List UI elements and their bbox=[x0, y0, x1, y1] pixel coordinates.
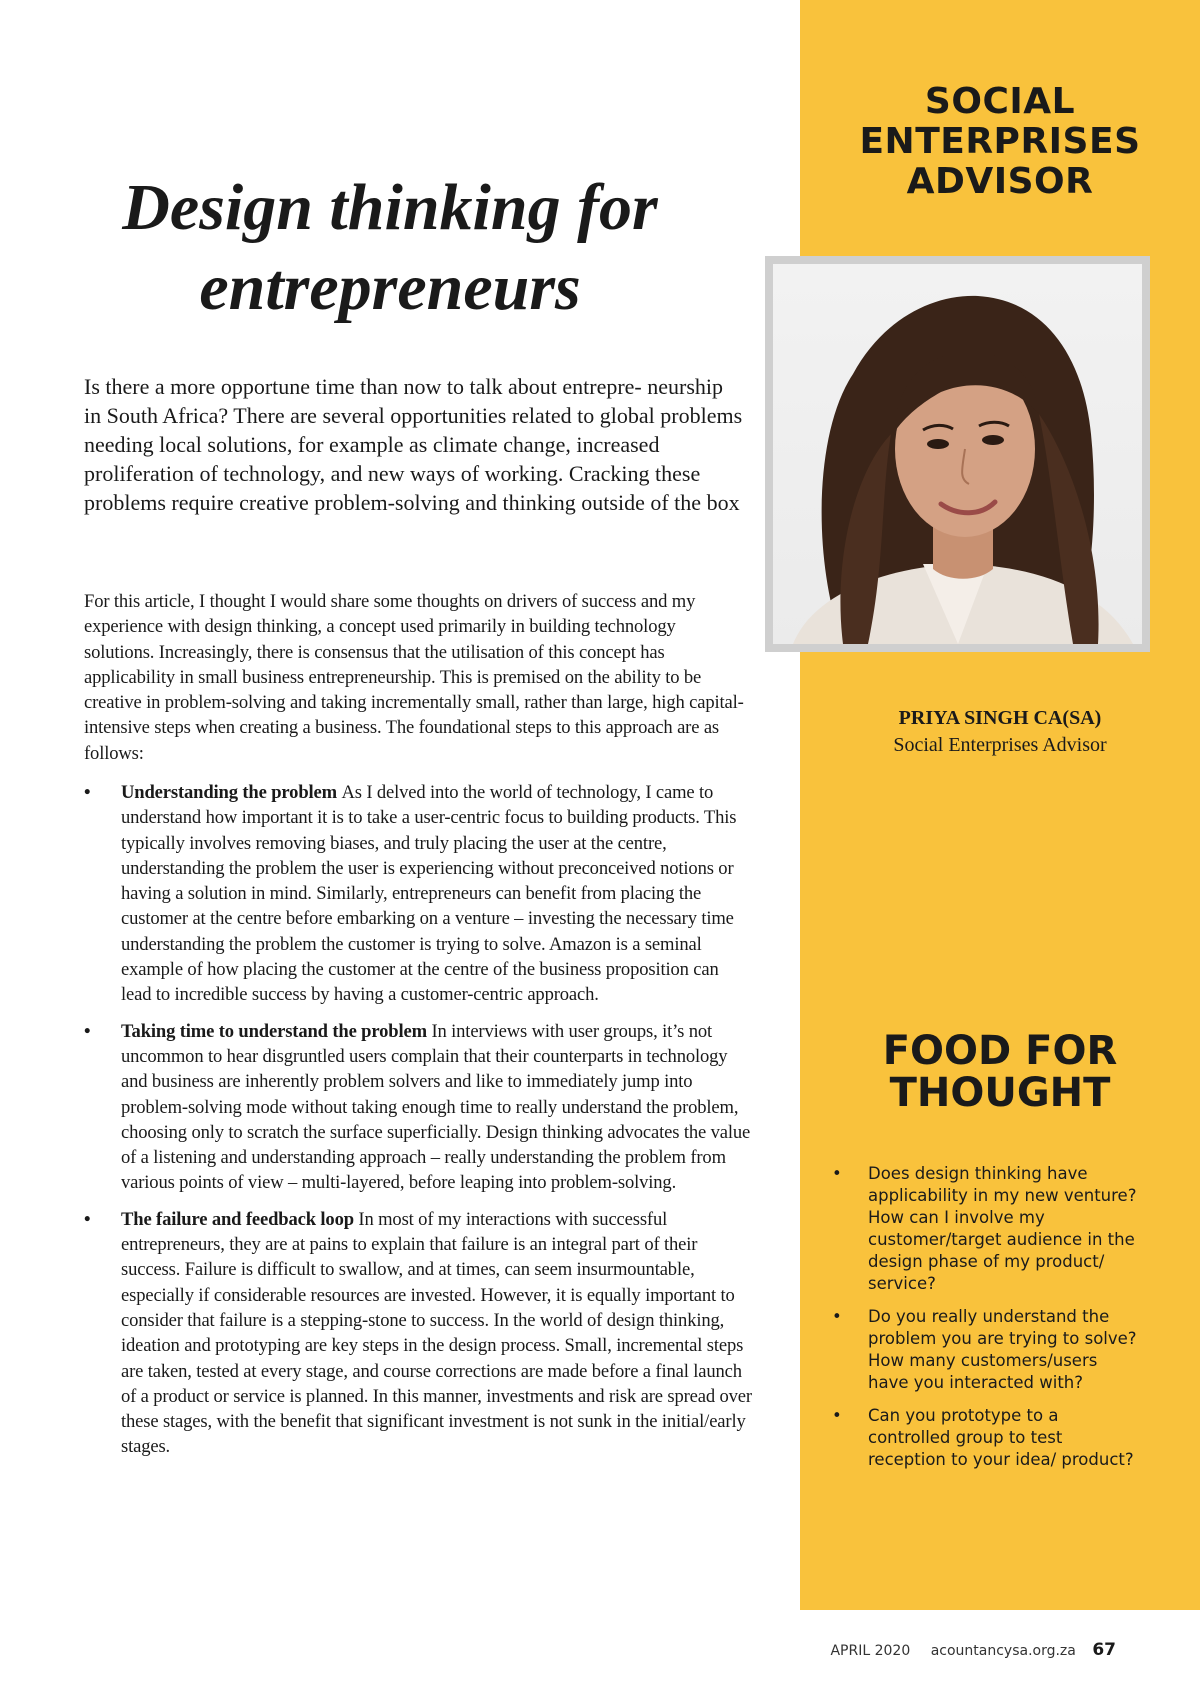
section-label-line: ADVISOR bbox=[906, 161, 1094, 202]
bullet-icon: • bbox=[832, 1307, 842, 1326]
author-photo-frame bbox=[765, 256, 1150, 652]
food-heading-line: THOUGHT bbox=[889, 1070, 1111, 1116]
food-item-text: Does design thinking have applicability in my new venture? How can I involve my customer/target audience in the design phase of my product/ service? bbox=[868, 1164, 1137, 1293]
food-heading-line: FOOD FOR bbox=[882, 1028, 1118, 1074]
list-item bbox=[84, 780, 752, 1008]
food-for-thought-list bbox=[832, 1163, 1138, 1482]
list-item bbox=[832, 1306, 1138, 1394]
article-intro: For this article, I thought I would share some thoughts on drivers of success and my experience with design thinking, a concept used primarily in building technology solutions. Increasingly, there is consensus that the utilisation of this concept has applicability in small business entrepreneurship. This is premised on the ability to be creative in problem-solving and taking incrementally small, rather than large, high capital-intensive steps when creating a business. The foundational steps to this approach are as follows: bbox=[84, 591, 744, 764]
list-item bbox=[84, 1019, 752, 1196]
author-role: Social Enterprises Advisor bbox=[893, 734, 1107, 756]
list-item bbox=[84, 1207, 752, 1460]
list-item bbox=[832, 1405, 1138, 1471]
issue-date: APRIL 2020 bbox=[830, 1643, 911, 1659]
website-link: acountancysa.org.za bbox=[930, 1643, 1076, 1659]
bullet-icon: • bbox=[84, 1020, 91, 1042]
page-footer bbox=[830, 1640, 1116, 1660]
article-lead: Is there a more opportune time than now to talk about entrepre- neurship in South Africa? There are several opportunities related to global problems needing local solutions, for example as climate change, increased proliferation of technology, and new ways of working. Cracking these problems require creative problem-solving and thinking outside of the box bbox=[84, 374, 743, 515]
section-label bbox=[810, 82, 1190, 202]
bullet-text: As I delved into the world of technology, I came to understand how important it is to take a user-centric focus to building products. This typically involves removing biases, and truly placing the user at the centre, understanding the problem the user is experiencing without preconceived notions or having a solution in mind. Similarly, entrepreneurs can benefit from placing the customer at the centre before embarking on a venture – investing the necessary time understanding the problem the customer is trying to solve. Amazon is a seminal example of how placing the customer at the centre of the business proposition can lead to incredible success by having a customer-centric approach. bbox=[121, 782, 737, 1006]
bullet-icon: • bbox=[832, 1406, 842, 1425]
food-for-thought-heading bbox=[810, 1030, 1190, 1114]
title-line: entrepreneurs bbox=[199, 251, 581, 324]
bullet-text: In most of my interactions with successful entrepreneurs, they are at pains to explain that failure is an integral part of their success. Failure is difficult to swallow, and at times, can seem insurmountable, especially if considerable resources are invested. However, it is equally important to consider that failure is a stepping-stone to success. In the world of design thinking, ideation and prototyping are key steps in the design process. Small, incremental steps are taken, tested at every stage, and course corrections are made before a final launch of a product or service is planned. In this manner, investments and risk are spread over these stages, with the benefit that significant investment is not sunk in the initial/early stages. bbox=[121, 1208, 752, 1458]
bullet-heading: Understanding the problem bbox=[121, 782, 342, 803]
author-photo bbox=[773, 264, 1142, 644]
section-label-line: SOCIAL bbox=[924, 81, 1076, 122]
section-label-line: ENTERPRISES bbox=[859, 121, 1141, 162]
food-item-text: Can you prototype to a controlled group to test reception to your idea/ product? bbox=[868, 1406, 1134, 1469]
bullet-icon: • bbox=[84, 782, 91, 803]
author-name: PRIYA SINGH CA(SA) bbox=[898, 707, 1102, 729]
article-title bbox=[60, 168, 720, 328]
bullet-text: In interviews with user groups, it’s not uncommon to hear disgruntled users complain that their counterparts in technology and business are inherently problem solvers and like to immediately jump into problem-solving mode without taking enough time to really understand the problem, choosing only to scratch the surface superficially. Design thinking advocates the value of a listening and understanding approach – really understanding the problem from various points of view – multi-layered, before leaping into problem-solving. bbox=[121, 1020, 751, 1194]
page-number: 67 bbox=[1092, 1640, 1116, 1660]
list-item bbox=[832, 1163, 1138, 1295]
bullet-heading: Taking time to understand the problem bbox=[121, 1020, 432, 1042]
title-line: Design thinking for bbox=[122, 171, 658, 244]
author-portrait-illustration bbox=[773, 264, 1142, 644]
food-item-text: Do you really understand the problem you are trying to solve? How many customers/users have you interacted with? bbox=[868, 1307, 1137, 1392]
bullet-heading: The failure and feedback loop bbox=[121, 1208, 359, 1230]
bullet-icon: • bbox=[832, 1164, 842, 1183]
bullet-icon: • bbox=[84, 1208, 91, 1230]
article-bullet-list bbox=[84, 780, 752, 1471]
